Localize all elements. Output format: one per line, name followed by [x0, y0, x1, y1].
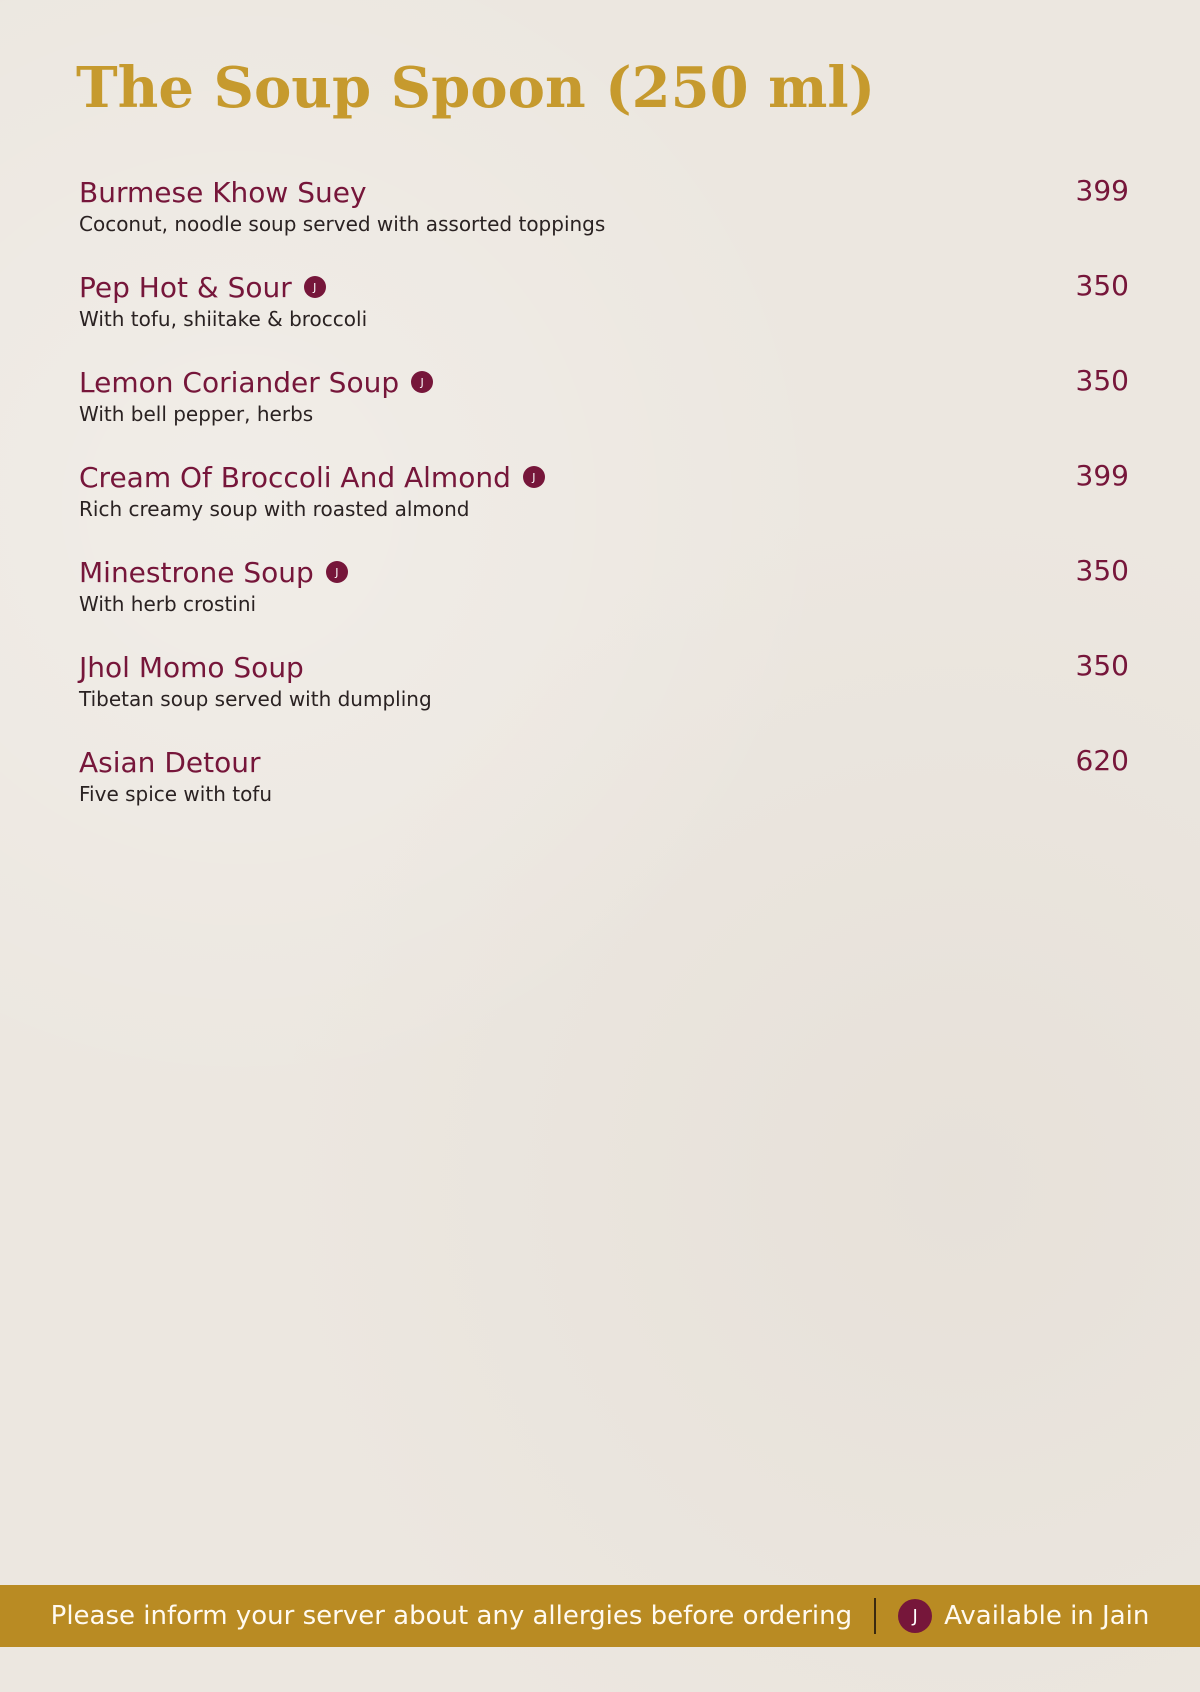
- menu-item: [79, 172, 1129, 267]
- jain-legend-text: Available in Jain: [944, 1601, 1150, 1631]
- menu-item-name-row: [79, 457, 1129, 497]
- menu-item-description: Coconut, noodle soup served with assorted toppings: [79, 212, 606, 236]
- menu-item-name-row: [79, 552, 1129, 592]
- menu-item-description: With bell pepper, herbs: [79, 402, 314, 426]
- jain-badge-icon: J: [898, 1599, 932, 1633]
- jain-badge-icon: J: [304, 276, 326, 298]
- footer-divider: [874, 1598, 876, 1634]
- jain-badge-icon: J: [411, 371, 433, 393]
- menu-item: [79, 647, 1129, 742]
- menu-item-name-row: [79, 267, 1129, 307]
- menu-item-name: Burmese Khow Suey: [79, 175, 367, 209]
- menu-item-price: 350: [1075, 364, 1129, 397]
- menu-item-name-row: [79, 172, 1129, 212]
- menu-item-name-row: [79, 647, 1129, 687]
- menu-item-name: Jhol Momo Soup: [79, 650, 304, 684]
- menu-item-name: Lemon Coriander Soup: [79, 365, 400, 399]
- menu-item-description: With herb crostini: [79, 592, 257, 616]
- menu-item-price: 350: [1075, 554, 1129, 587]
- menu-item: [79, 552, 1129, 647]
- jain-badge-icon: J: [523, 466, 545, 488]
- menu-item-description: Tibetan soup served with dumpling: [79, 687, 432, 711]
- menu-item-price: 399: [1075, 174, 1129, 207]
- menu-items-list: [79, 172, 1129, 837]
- menu-item-name: Cream Of Broccoli And Almond: [79, 460, 511, 494]
- menu-item-name: Pep Hot & Sour: [79, 270, 292, 304]
- menu-item: [79, 362, 1129, 457]
- menu-item-description: Rich creamy soup with roasted almond: [79, 497, 470, 521]
- menu-item-price: 399: [1075, 459, 1129, 492]
- menu-item-name-row: [79, 362, 1129, 402]
- jain-badge-icon: J: [326, 561, 348, 583]
- footer-bar: [0, 1585, 1200, 1647]
- allergy-notice: Please inform your server about any allergies before ordering: [50, 1601, 853, 1631]
- page-title: The Soup Spoon (250 ml): [76, 55, 876, 121]
- menu-item: [79, 267, 1129, 362]
- jain-legend: [898, 1599, 1149, 1633]
- menu-item-price: 350: [1075, 649, 1129, 682]
- menu-item-price: 350: [1075, 269, 1129, 302]
- menu-item-price: 620: [1075, 744, 1129, 777]
- menu-item-name: Asian Detour: [79, 745, 261, 779]
- menu-item-name-row: [79, 742, 1129, 782]
- menu-item-description: With tofu, shiitake & broccoli: [79, 307, 368, 331]
- menu-item-name: Minestrone Soup: [79, 555, 314, 589]
- menu-item: [79, 457, 1129, 552]
- menu-item: [79, 742, 1129, 837]
- menu-item-description: Five spice with tofu: [79, 782, 273, 806]
